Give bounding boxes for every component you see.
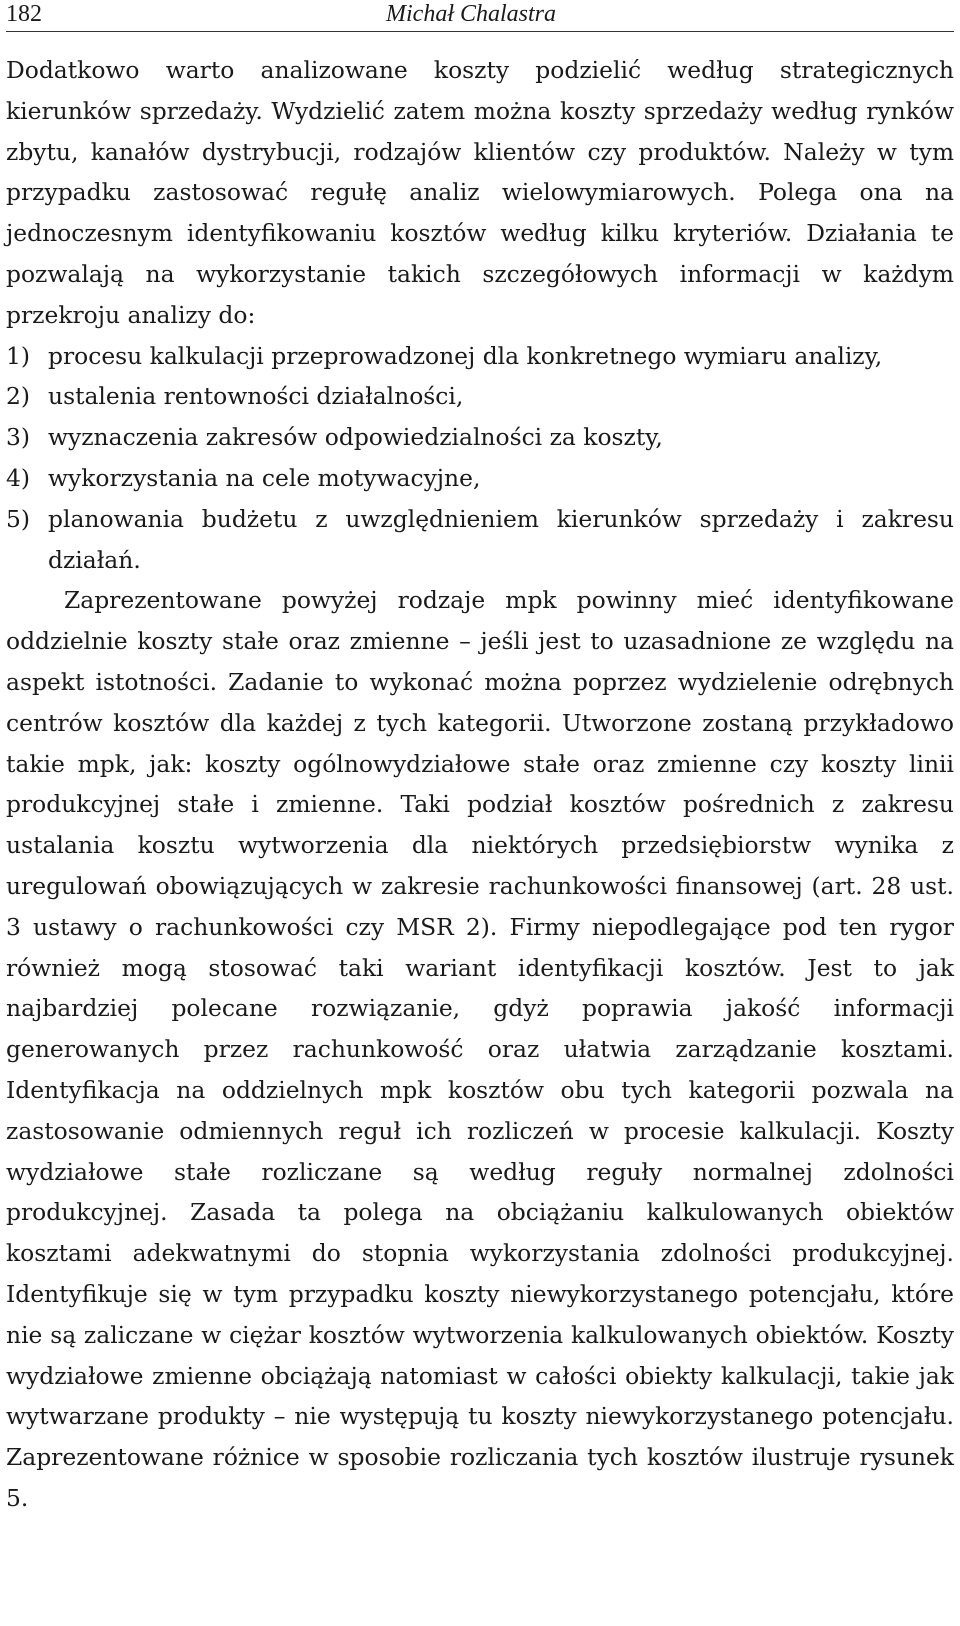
list-item-number: 1) bbox=[6, 341, 31, 370]
page bbox=[6, 0, 954, 1519]
list-item-text: wyznaczenia zakresów odpowiedzialności za koszty, bbox=[48, 423, 663, 452]
list-item-number: 2) bbox=[6, 382, 31, 411]
list-item-number: 5) bbox=[6, 504, 31, 533]
list-item-text: wykorzystania na cele motywacyjne, bbox=[48, 463, 481, 492]
list-item bbox=[6, 417, 954, 458]
list-item bbox=[6, 336, 954, 377]
list-item-text: planowania budżetu z uwzględnieniem kierunków sprzedaży i zakresu działań. bbox=[48, 504, 954, 574]
list-item bbox=[6, 499, 954, 581]
list-item-text: ustalenia rentowności działalności, bbox=[48, 382, 464, 411]
numbered-list bbox=[6, 336, 954, 581]
list-item bbox=[6, 376, 954, 417]
page-number: 182 bbox=[6, 1, 42, 27]
running-head bbox=[6, 0, 954, 32]
body-paragraph: Zaprezentowane powyżej rodzaje mpk powinny mieć identyfikowane oddzielnie koszty stałe oraz zmienne – jeśli jest to uzasadnione ze względu na aspekt istotności. Zadanie to wykonać można poprzez wydzielenie odrębnych centrów kosztów dla każdej z tych kategorii. Utworzone zostaną przykładowo takie mpk, jak: koszty ogólnowydziałowe stałe oraz zmienne czy koszty linii produkcyjnej stałe i zmienne. Taki podział kosztów pośrednich z zakresu ustalania kosztu wytworzenia dla niektórych przedsiębiorstw wynika z uregulowań obowiązujących w zakresie rachunkowości finansowej (art. 28 ust. 3 ustawy o rachunkowości czy MSR 2). Firmy niepodlegające pod ten rygor również mogą stosować taki wariant identyfikacji kosztów. Jest to jak najbardziej polecane rozwiązanie, gdyż poprawia jakość informacji generowanych przez rachunkowość oraz ułatwia zarządzanie kosztami. Identyfikacja na oddzielnych mpk kosztów obu tych kategorii pozwala na zastosowanie odmiennych reguł ich rozliczeń w procesie kalkulacji. Koszty wydziałowe stałe rozliczane są według reguły normalnej zdolności produkcyjnej. Zasada ta polega na obciążaniu kalkulowanych obiektów kosztami adekwatnymi do stopnia wykorzystania zdolności produkcyjnej. Identyfikuje się w tym przypadku koszty niewykorzystanego potencjału, które nie są zaliczane w ciężar kosztów wytworzenia kalkulowanych obiektów. Koszty wydziałowe zmienne obciążają natomiast w całości obiekty kalkulacji, takie jak wytwarzane produkty – nie występują tu koszty niewykorzystanego potencjału. Zaprezentowane różnice w sposobie rozliczania tych kosztów ilustruje rysunek 5. bbox=[6, 586, 954, 1512]
intro-paragraph: Dodatkowo warto analizowane koszty podzielić według strategicznych kierunków sprzedaży. Wydzielić zatem można koszty sprzedaży według rynków zbytu, kanałów dystrybucji, rodzajów klientów czy produktów. Należy w tym przypadku zastosować regułę analiz wielowymiarowych. Polega ona na jednoczesnym identyfikowaniu kosztów według kilku kryteriów. Działania te pozwalają na wykorzystanie takich szczegółowych informacji w każdym przekroju analizy do: bbox=[6, 56, 954, 329]
list-item-number: 4) bbox=[6, 463, 31, 492]
list-item bbox=[6, 458, 954, 499]
running-author: Michał Chalastra bbox=[386, 1, 557, 27]
list-item-text: procesu kalkulacji przeprowadzonej dla konkretnego wymiaru analizy, bbox=[48, 341, 883, 370]
list-item-number: 3) bbox=[6, 423, 31, 452]
